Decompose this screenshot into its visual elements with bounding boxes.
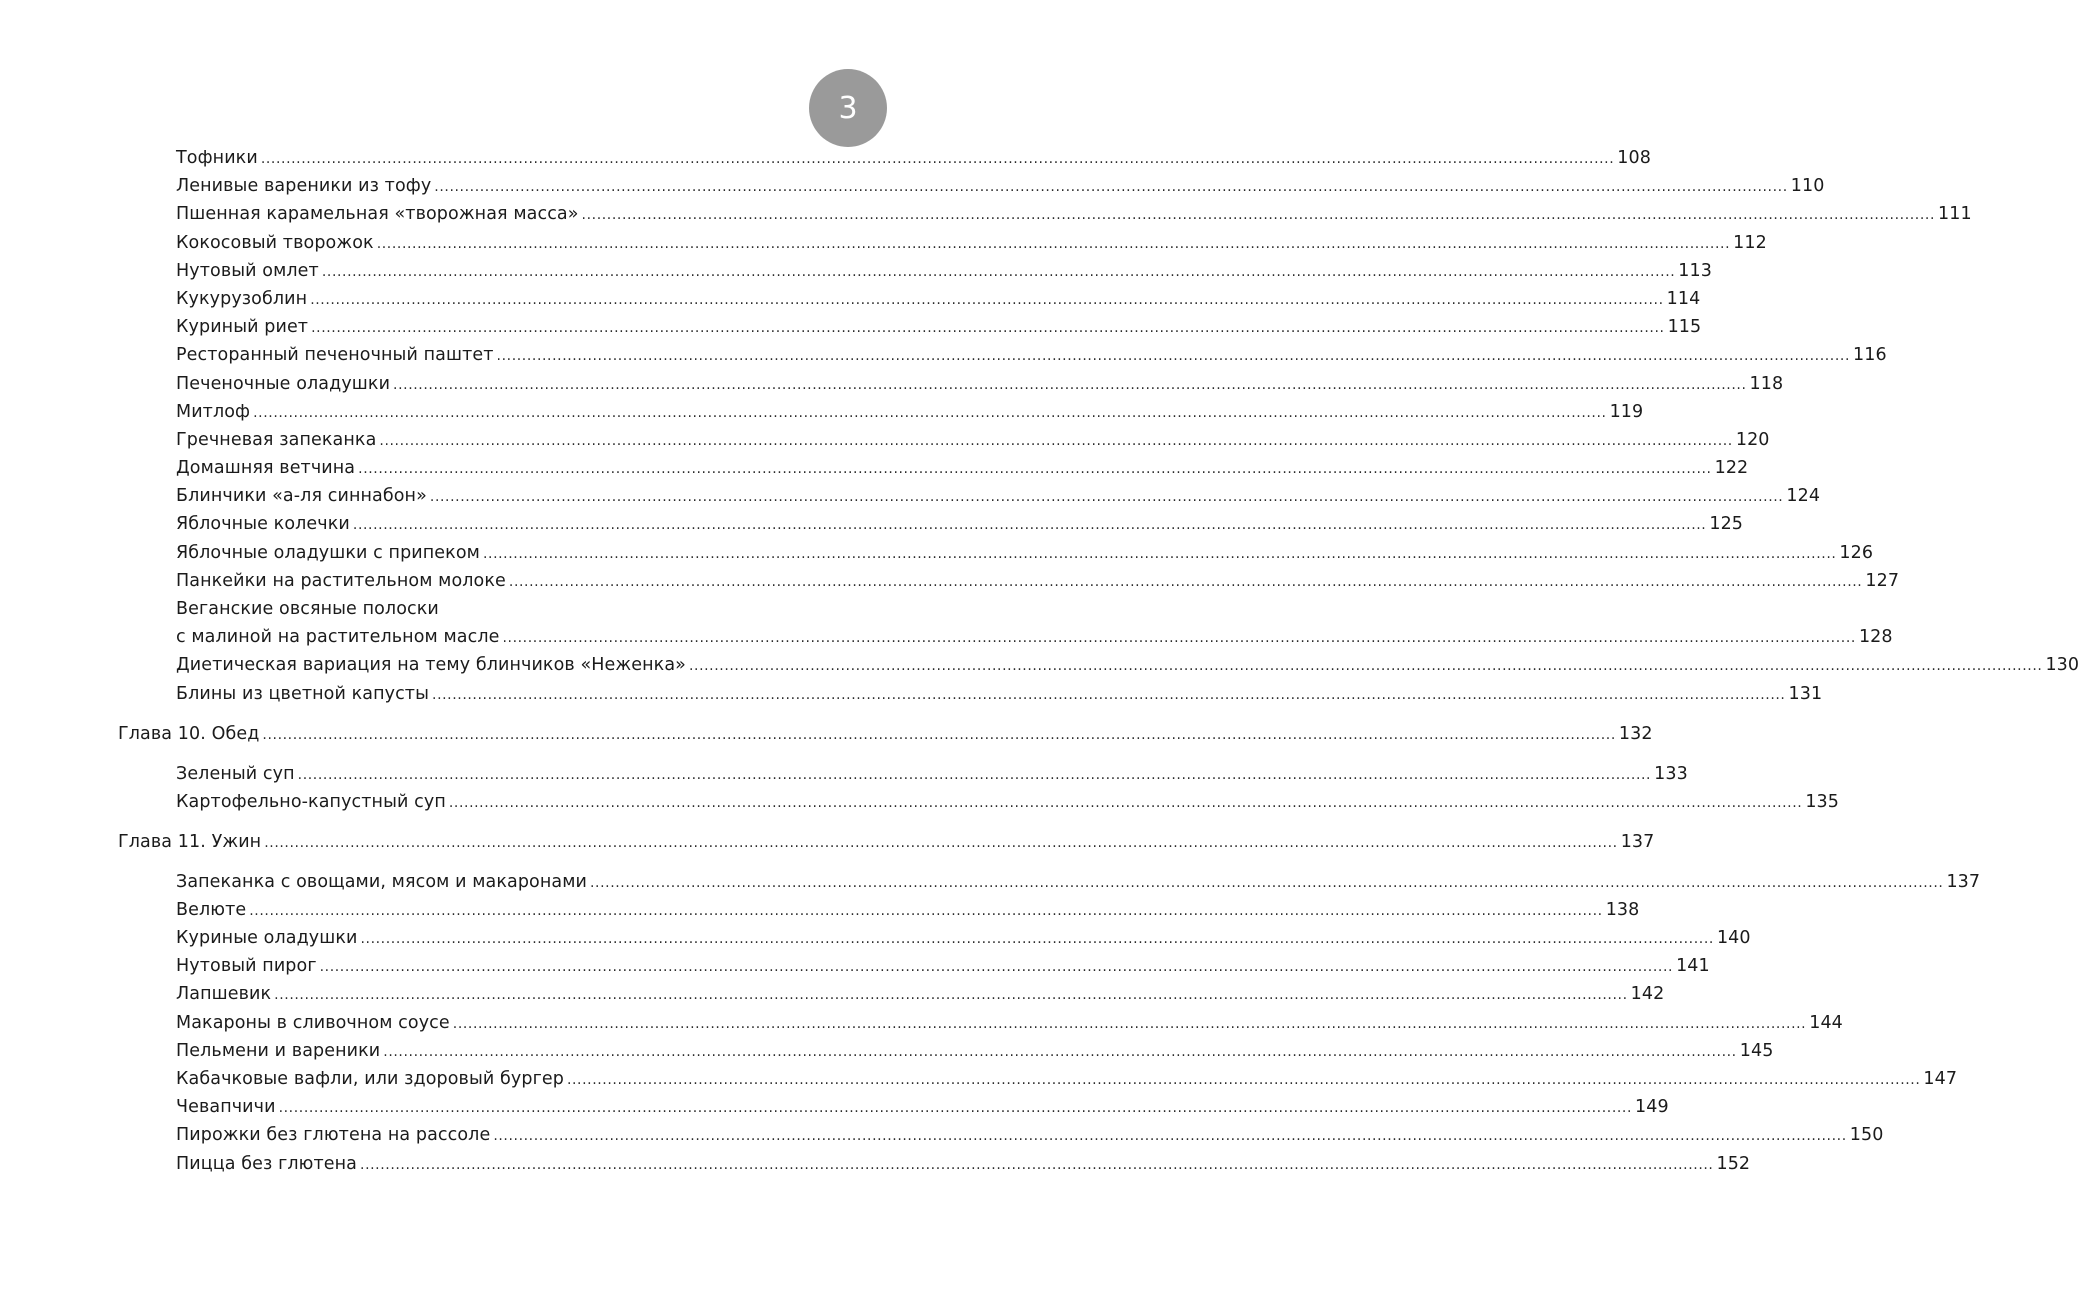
entry-title: Пицца без глютена <box>176 1153 358 1174</box>
dot-leader <box>298 761 1651 789</box>
page-number: 124 <box>1786 486 1821 507</box>
page-number: 133 <box>1654 763 1688 784</box>
entry-title: Чевапчичи <box>176 1097 276 1118</box>
toc-entry[interactable] <box>176 370 1784 398</box>
toc-entry[interactable] <box>176 760 1688 788</box>
page-number: 132 <box>1618 723 1653 744</box>
dot-leader <box>379 427 1732 455</box>
entry-title: Пирожки без глютена на рассоле <box>176 1125 491 1146</box>
page-number: 120 <box>1735 429 1770 450</box>
dot-leader <box>261 145 1614 173</box>
dot-leader <box>264 829 1617 857</box>
toc-entry[interactable] <box>176 200 1972 228</box>
dot-leader <box>493 1122 1846 1150</box>
page-number: 113 <box>1678 260 1712 281</box>
page-number-badge: 3 <box>809 69 887 147</box>
toc-entry[interactable] <box>176 539 1874 567</box>
entry-title: Кукурузоблин <box>176 288 308 309</box>
page-number: 150 <box>1849 1125 1884 1146</box>
page-number: 128 <box>1858 627 1893 648</box>
entry-title: Велюте <box>176 899 247 920</box>
dot-leader <box>353 511 1706 539</box>
page-number: 140 <box>1716 928 1751 949</box>
toc-entry[interactable] <box>176 313 1702 341</box>
toc-entry[interactable] <box>176 868 1981 896</box>
toc-entry[interactable] <box>176 172 1825 200</box>
entry-title: Кабачковые вафли, или здоровый бургер <box>176 1069 564 1089</box>
dot-leader <box>360 1151 1713 1179</box>
dot-leader <box>322 258 1675 286</box>
entry-title: Лапшевик <box>176 984 272 1005</box>
entry-title: Куриный риет <box>176 317 309 338</box>
page-number: 114 <box>1666 288 1701 309</box>
dot-leader <box>383 1038 1736 1066</box>
dot-leader <box>377 230 1730 258</box>
toc-entry[interactable] <box>176 1009 1843 1037</box>
chapter-entry[interactable] <box>118 720 1653 748</box>
entry-title: Пельмени и вареники <box>176 1040 381 1061</box>
toc-entry[interactable] <box>176 680 1823 708</box>
chapter-title: Глава 11. Ужин <box>118 831 262 852</box>
dot-leader <box>279 1094 1632 1122</box>
entry-title: Яблочные колечки <box>176 514 350 535</box>
page-number: 135 <box>1805 791 1840 812</box>
entry-title: Картофельно-капустный суп <box>176 791 446 812</box>
toc-entry[interactable] <box>176 482 1821 510</box>
dot-leader <box>430 483 1783 511</box>
entry-title: Запеканка с овощами, мясом и макаронами <box>176 871 587 892</box>
toc-entry[interactable] <box>176 1037 1774 1065</box>
page-number: 144 <box>1809 1012 1843 1033</box>
entry-title: Панкейки на растительном молоке <box>176 570 506 591</box>
dot-leader <box>249 897 1602 925</box>
page-number: 145 <box>1739 1040 1774 1061</box>
chapter-title: Глава 10. Обед <box>118 723 260 744</box>
entry-title: Блинчики «а-ля синнабон» <box>176 486 427 507</box>
toc-entry[interactable] <box>176 980 1665 1008</box>
entry-title: Макароны в сливочном соусе <box>176 1012 450 1033</box>
page-number: 141 <box>1676 956 1710 977</box>
entry-title: Веганские овсяные полоски <box>176 599 439 619</box>
dot-leader <box>262 721 1615 749</box>
toc-entry[interactable] <box>176 952 1710 980</box>
dot-leader <box>509 568 1862 596</box>
entry-title: Пшенная карамельная «творожная масса» <box>176 204 579 225</box>
dot-leader <box>310 286 1663 314</box>
dot-leader <box>432 681 1785 709</box>
entry-title: Печеночные оладушки <box>176 373 391 394</box>
page-number: 138 <box>1605 899 1640 920</box>
chapter-entry[interactable] <box>118 828 1655 856</box>
toc-entry[interactable] <box>176 623 1893 651</box>
page-number: 131 <box>1788 683 1823 704</box>
page-number: 116 <box>1853 345 1887 366</box>
dot-leader <box>311 314 1664 342</box>
dot-leader <box>434 173 1787 201</box>
entry-title: Зеленый суп <box>176 763 295 784</box>
page-number: 110 <box>1790 176 1825 197</box>
dot-leader <box>253 399 1606 427</box>
entry-title: Диетическая вариация на тему блинчиков «Неженка» <box>176 655 686 676</box>
toc-entry[interactable] <box>176 285 1701 313</box>
toc-entry[interactable] <box>176 398 1644 426</box>
page-number: 119 <box>1609 401 1644 422</box>
entry-title: Ресторанный печеночный паштет <box>176 345 494 366</box>
toc-entry[interactable] <box>176 510 1744 538</box>
page-number: 137 <box>1946 871 1981 892</box>
page-number: 108 <box>1617 148 1651 168</box>
page-number: 126 <box>1839 542 1874 563</box>
page-number: 137 <box>1620 831 1655 852</box>
dot-leader <box>453 1010 1806 1038</box>
toc-entry[interactable] <box>176 896 1640 924</box>
entry-title: Гречневая запеканка <box>176 429 377 450</box>
entry-title: Домашняя ветчина <box>176 458 356 479</box>
dot-leader <box>483 540 1836 568</box>
entry-title: Нутовый пирог <box>176 956 317 977</box>
page-number: 122 <box>1714 458 1749 479</box>
page-number: 152 <box>1716 1153 1751 1174</box>
entry-title: Нутовый омлет <box>176 260 319 281</box>
entry-title: Ленивые вареники из тофу <box>176 176 432 197</box>
toc-entry[interactable] <box>176 1065 1958 1093</box>
dot-leader <box>449 789 1802 817</box>
toc-entry[interactable] <box>176 595 745 623</box>
dot-leader <box>274 981 1627 1009</box>
entry-title: Яблочные оладушки с припеком <box>176 542 480 563</box>
page-number: 112 <box>1733 232 1767 253</box>
dot-leader <box>358 455 1711 483</box>
page-number: 115 <box>1667 317 1702 338</box>
page-number: 147 <box>1923 1069 1958 1089</box>
entry-title: с малиной на растительном масле <box>176 627 500 648</box>
table-of-contents <box>0 144 2079 1178</box>
toc-entry[interactable] <box>176 1121 1884 1149</box>
toc-entry[interactable] <box>176 144 1651 172</box>
entry-title: Тофники <box>176 148 258 168</box>
dot-leader <box>497 342 1850 370</box>
page-number: 142 <box>1630 984 1665 1005</box>
entry-title: Блины из цветной капусты <box>176 683 430 704</box>
dot-leader <box>320 953 1673 981</box>
toc-entry[interactable] <box>176 1093 1669 1121</box>
toc-entry[interactable] <box>176 229 1767 257</box>
dot-leader <box>590 869 1943 897</box>
toc-entry[interactable] <box>176 454 1749 482</box>
toc-entry[interactable] <box>176 341 1887 369</box>
dot-leader <box>689 652 2042 680</box>
dot-leader <box>567 1066 1920 1094</box>
toc-entry[interactable] <box>176 426 1770 454</box>
toc-entry[interactable] <box>176 651 2079 679</box>
toc-entry[interactable] <box>176 924 1751 952</box>
entry-title: Митлоф <box>176 401 251 422</box>
entry-title: Куриные оладушки <box>176 928 358 949</box>
dot-leader <box>582 201 1935 229</box>
entry-title: Кокосовый творожок <box>176 232 374 253</box>
dot-leader <box>360 925 1713 953</box>
page-number: 127 <box>1865 570 1900 591</box>
toc-entry[interactable] <box>176 257 1712 285</box>
page-number: 118 <box>1749 373 1784 394</box>
page-number: 130 <box>2045 655 2079 676</box>
toc-entry[interactable] <box>176 788 1840 816</box>
dot-leader <box>502 624 1855 652</box>
toc-entry[interactable] <box>176 1150 1751 1178</box>
page-number: 149 <box>1635 1097 1669 1118</box>
dot-leader <box>393 371 1746 399</box>
toc-entry[interactable] <box>176 567 1900 595</box>
page-number: 125 <box>1709 514 1744 535</box>
page-number: 111 <box>1938 204 1972 225</box>
